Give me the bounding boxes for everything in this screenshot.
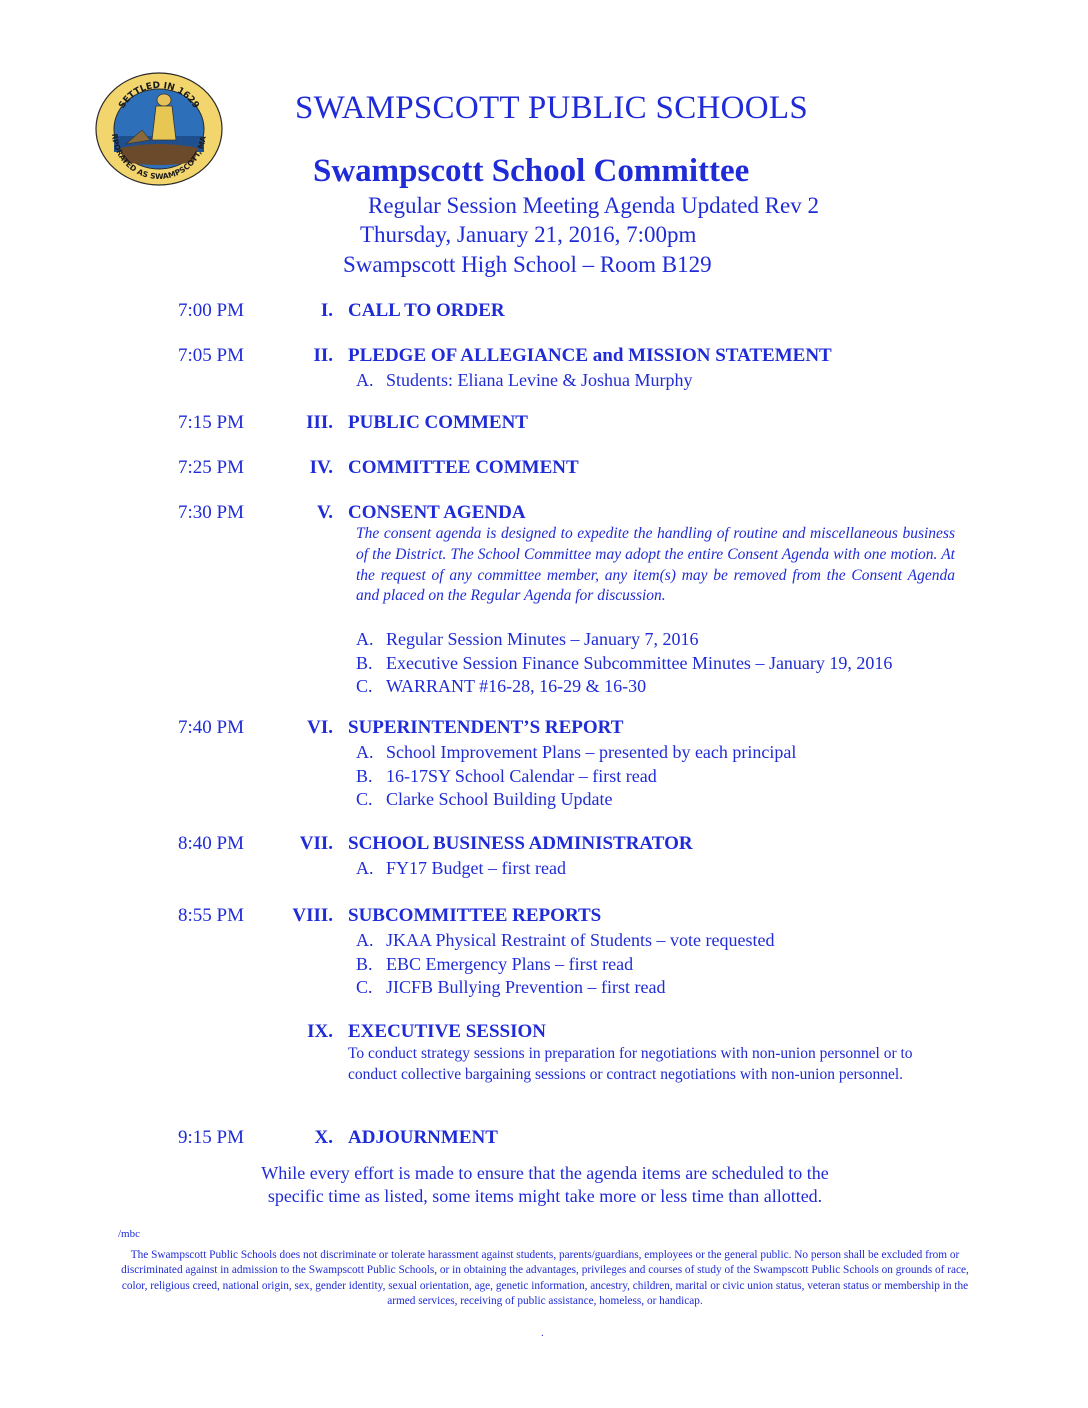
agenda-number: VII. [299, 833, 333, 854]
agenda-title: PUBLIC COMMENT [348, 412, 528, 433]
agenda-title: CALL TO ORDER [348, 300, 505, 321]
agenda-subitem [356, 765, 796, 789]
schedule-note [180, 1162, 910, 1208]
agenda-subitem [356, 369, 692, 393]
subitem-letter: C. [356, 789, 373, 809]
schedule-note-line: specific time as listed, some items might take more or less time than allotted. [267, 1186, 823, 1206]
subitem-text: JKAA Physical Restraint of Students – vote requested [386, 930, 775, 950]
agenda-title: SUPERINTENDENT’S REPORT [348, 717, 624, 738]
agenda-number: X. [314, 1127, 333, 1148]
agenda-number: III. [306, 412, 333, 433]
subitem-text: Regular Session Minutes – January 7, 2016 [386, 629, 699, 649]
committee-name: Swampscott School Committee [313, 153, 750, 189]
meeting-type: Regular Session Meeting Agenda Updated Rev 2 [368, 193, 819, 218]
agenda-time: 7:00 PM [178, 300, 244, 321]
agenda-title: EXECUTIVE SESSION [348, 1021, 546, 1042]
agenda-time: 7:30 PM [178, 502, 244, 523]
agenda-time: 8:55 PM [178, 905, 244, 926]
agenda-subitem [356, 741, 796, 765]
subitem-text: Executive Session Finance Subcommittee Minutes – January 19, 2016 [386, 652, 893, 673]
agenda-subitems [356, 857, 566, 881]
agenda-subitems [356, 628, 892, 699]
seal-top-text: SETTLED IN 1629 [117, 80, 201, 111]
agenda-title: CONSENT AGENDA [348, 502, 526, 523]
consent-agenda-description: The consent agenda is designed to expedite the handling of routine and miscellaneous business of the District. The School Committee may adopt the entire Consent Agenda with one motion. At the request of any committee member, any item(s) may be removed from the Consent Agenda and placed on the Regular Agenda for discussion. [356, 525, 955, 605]
subitem-letter: B. [356, 652, 373, 673]
agenda-number: V. [316, 502, 333, 523]
agenda-number: I. [320, 300, 333, 321]
typist-initials: /mbc [118, 1228, 140, 1240]
subitem-letter: B. [356, 765, 373, 786]
subitem-letter: A. [356, 370, 374, 390]
subitem-letter: A. [356, 930, 374, 950]
agenda-time: 7:05 PM [178, 345, 244, 366]
agenda-subitem [356, 929, 774, 953]
agenda-time: 9:15 PM [178, 1127, 244, 1148]
agenda-time: 7:25 PM [178, 457, 244, 478]
agenda-title: PLEDGE OF ALLEGIANCE and MISSION STATEMENT [348, 345, 832, 366]
meeting-location: Swampscott High School – Room B129 [343, 252, 712, 277]
executive-session-description: To conduct strategy sessions in preparation for negotiations with non-union personnel or to conduct collective bargaining sessions or contract negotiations with non-union personnel. [348, 1045, 913, 1083]
meeting-date-time: Thursday, January 21, 2016, 7:00pm [360, 222, 697, 247]
agenda-subitem [356, 788, 796, 812]
agenda-subitem [356, 857, 566, 881]
subitem-text: Clarke School Building Update [386, 789, 613, 809]
agenda-title: ADJOURNMENT [348, 1127, 498, 1148]
organization-name: SWAMPSCOTT PUBLIC SCHOOLS [295, 90, 809, 126]
subitem-letter: C. [356, 977, 373, 997]
agenda-number: IX. [307, 1021, 333, 1042]
agenda-number: VIII. [292, 905, 333, 926]
agenda-time: 8:40 PM [178, 833, 244, 854]
subitem-text: EBC Emergency Plans – first read [386, 953, 634, 974]
subitem-letter: A. [356, 629, 374, 649]
subitem-text: JICFB Bullying Prevention – first read [386, 977, 666, 997]
agenda-subitem [356, 953, 774, 977]
agenda-subitem [356, 652, 892, 676]
nondiscrimination-disclaimer: The Swampscott Public Schools does not discriminate or tolerate harassment against students, parents/guardians, employees or the general public. No person shall be excluded from or discriminated against in admission to the Swampscott Public Schools, or in obtaining the advantages, privileges and courses of study of the Swampscott Public Schools on grounds of race, color, religious creed, national origin, sex, gender identity, sexual orientation, age, genetic information, ancestry, children, marital or civic union status, veteran status or membership in the armed services, receiving of public assistance, homeless, or handicap. [121, 1249, 969, 1307]
subitem-text: School Improvement Plans – presented by each principal [386, 742, 797, 762]
agenda-number: II. [313, 345, 333, 366]
subitem-letter: B. [356, 953, 373, 974]
agenda-title: SCHOOL BUSINESS ADMINISTRATOR [348, 833, 693, 854]
fisherman-seal-icon [90, 70, 228, 188]
agenda-time: 7:40 PM [178, 717, 244, 738]
agenda-title: SUBCOMMITTEE REPORTS [348, 905, 602, 926]
subitem-text: WARRANT #16-28, 16-29 & 16-30 [386, 676, 647, 696]
seal-bottom-text: RPORATED AS SWAMPSCOTT, MA [109, 133, 208, 182]
town-seal [90, 70, 228, 188]
subitem-letter: A. [356, 858, 374, 878]
agenda-subitems [356, 929, 774, 1000]
subitem-text: Students: Eliana Levine & Joshua Murphy [386, 370, 693, 390]
agenda-subitems [356, 369, 692, 393]
schedule-note-line: While every effort is made to ensure that the agenda items are scheduled to the [261, 1163, 829, 1183]
subitem-letter: C. [356, 676, 373, 696]
agenda-subitem [356, 628, 892, 652]
agenda-number: IV. [309, 457, 333, 478]
trailing-mark: . [541, 1327, 544, 1339]
agenda-title: COMMITTEE COMMENT [348, 457, 579, 478]
subitem-letter: A. [356, 742, 374, 762]
agenda-subitem [356, 675, 892, 699]
subitem-text: 16-17SY School Calendar – first read [386, 765, 657, 786]
subitem-text: FY17 Budget – first read [386, 858, 566, 878]
agenda-number: VI. [307, 717, 333, 738]
agenda-subitem [356, 976, 774, 1000]
agenda-time: 7:15 PM [178, 412, 244, 433]
agenda-subitems [356, 741, 796, 812]
